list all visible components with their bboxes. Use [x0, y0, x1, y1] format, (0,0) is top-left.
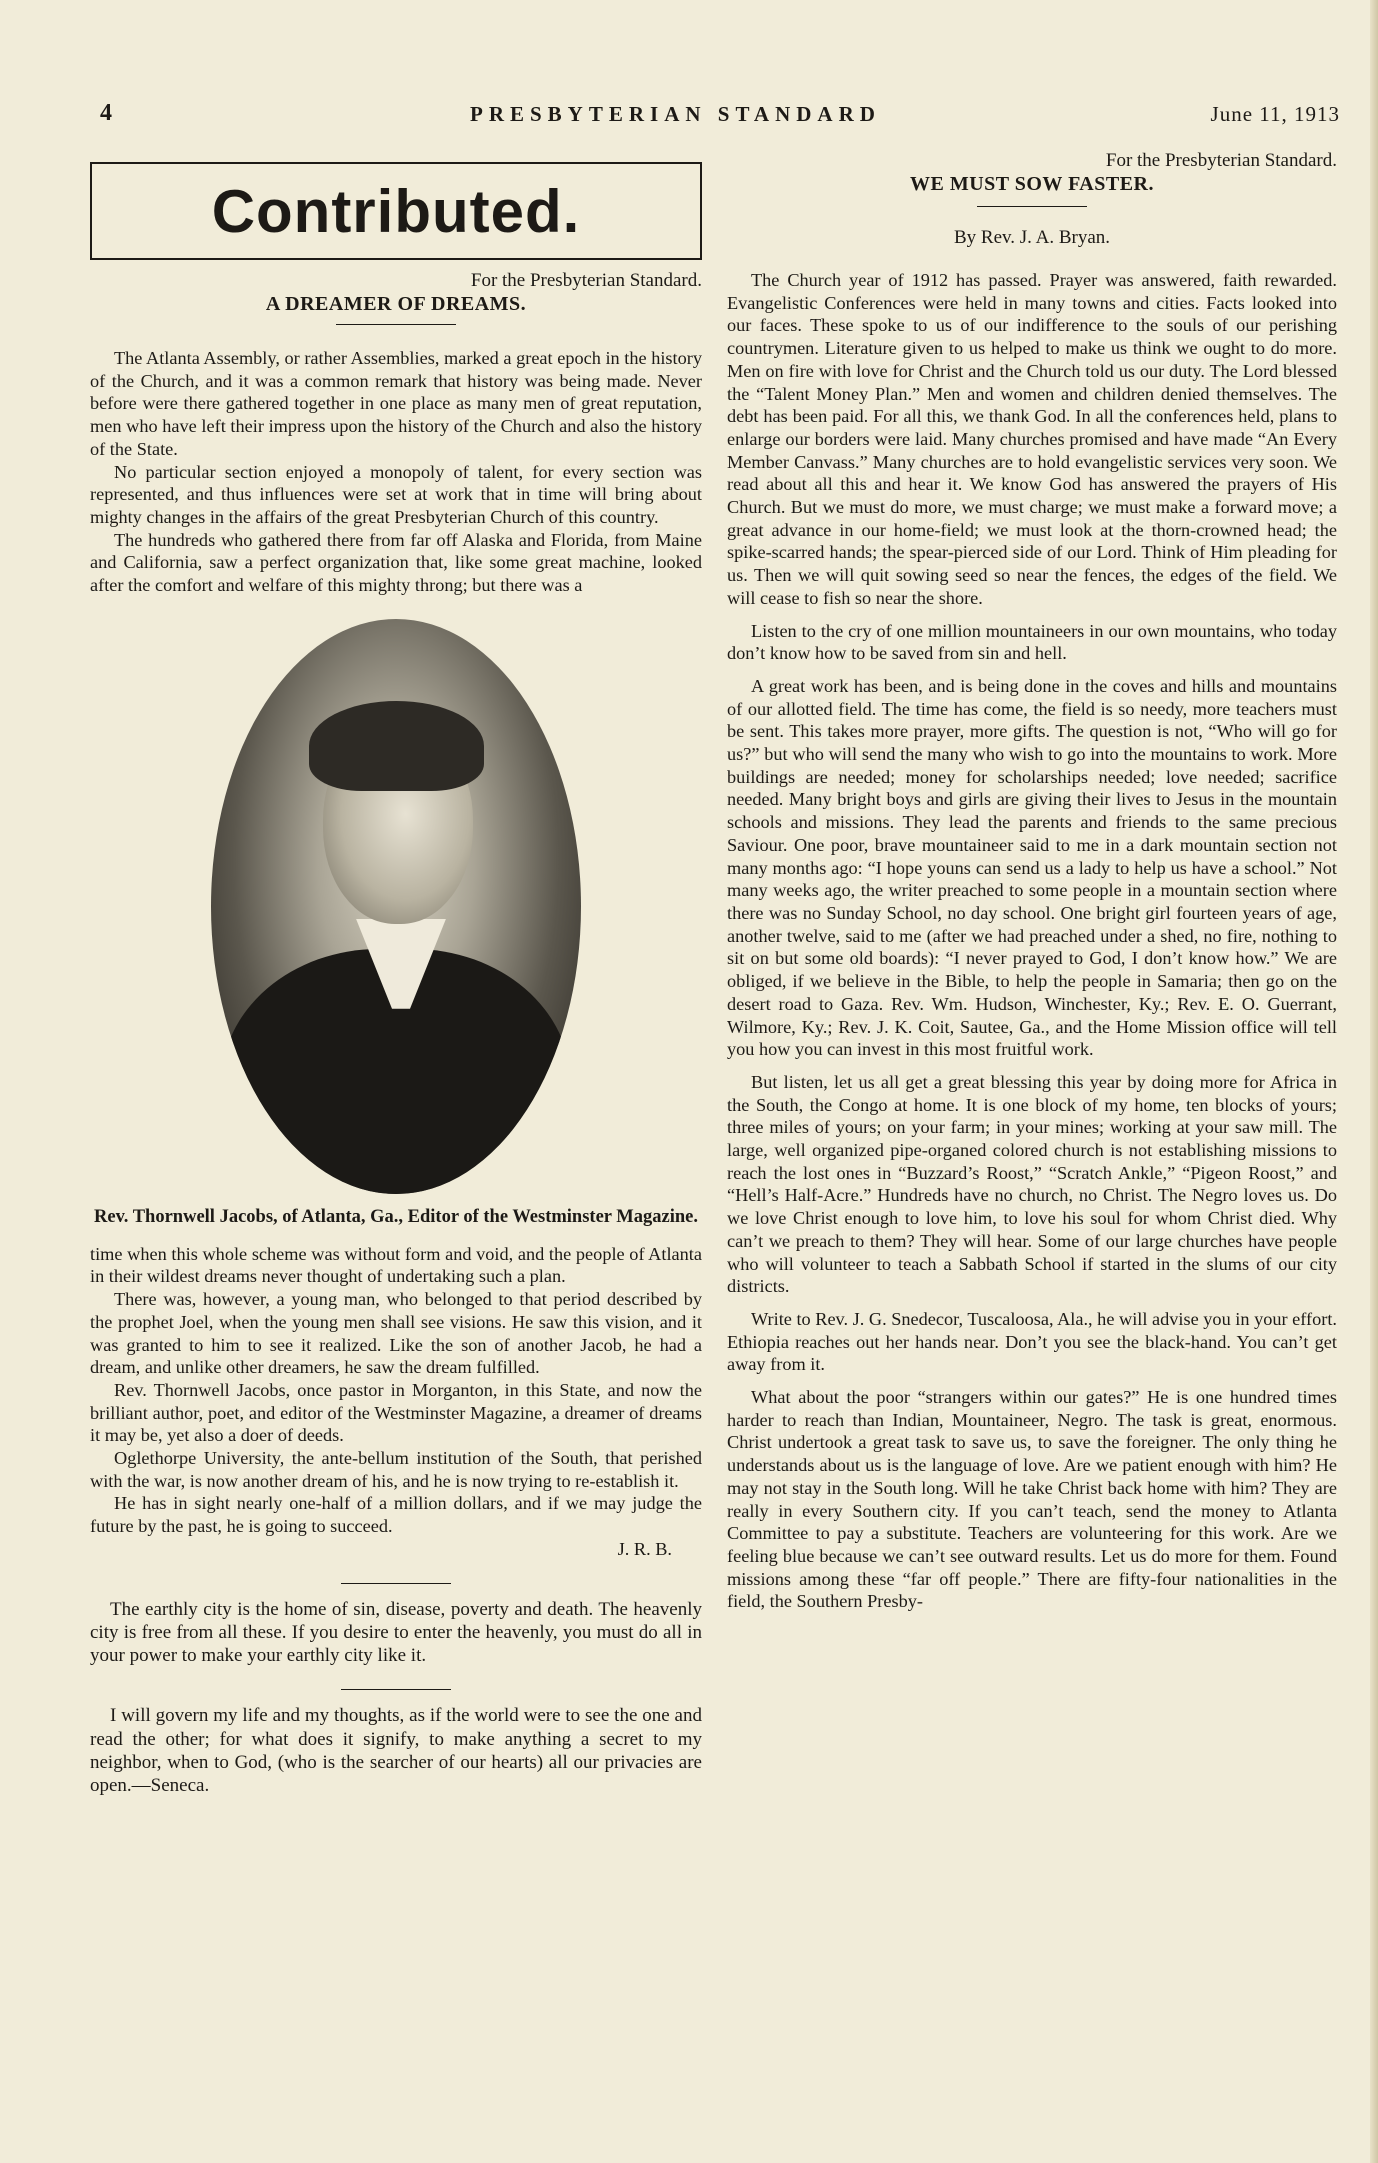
- issue-date: June 11, 1913: [1210, 102, 1340, 126]
- article-headline: WE MUST SOW FASTER.: [909, 173, 1154, 195]
- article-signature: J. R. B.: [617, 1538, 672, 1559]
- publication-title: PRESBYTERIAN STANDARD: [470, 102, 881, 126]
- article-credit: For the Presbyterian Standard.: [470, 270, 702, 291]
- page-number: 4: [100, 100, 112, 126]
- filler-quote: I will govern my life and my thoughts, as if the world were to see the one and read the other; for what does it signify, to make anything a secret to my neighbor, when to God, (who is the searcher of our hearts) all our privacies are open.—Seneca.: [90, 1705, 702, 1797]
- article-paragraph: The Church year of 1912 has passed. Prayer was answered, faith rewarded. Evangelistic Conferences were held in many towns and cities. Facts looked into our faces. These spoke to us of our indifference to the souls of our perishing countrymen. Literature given to us helped to make us think we ought to do more. Men on fire with love for Christ and the Church told us our duty. The Lord blessed the “Talent Money Plan.” Men and women and children denied themselves. The debt has been paid. For all this, we thank God. In all the conferences held, plans to enlarge our borders were laid. Many churches promised and have made “An Every Member Canvass.” Many churches are to hold evangelistic services very soon. We read about all this and hear it. We know God has answered the prayers of His Church. But we must do more, we must charge; we must make a forward move; a great advance in our home-field; we must look at the thorn-crowned head; the spike-scarred hands; the spear-pierced side of our Lord. Think of Him pleading for us. Then we will quit sowing seed so near the fences, the edges of the field. We will cease to fish so near the shore.: [727, 270, 1337, 608]
- filler-quote: The earthly city is the home of sin, disease, poverty and death. The heavenly city is free from all these. If you desire to enter the heavenly, you must do all in your power to make your earthly city like it.: [90, 1598, 702, 1667]
- page-edge: [1370, 0, 1378, 2163]
- right-column: [727, 150, 1337, 1613]
- article-paragraph: A great work has been, and is being done in the coves and hills and mountains of our allotted field. The time has come, the field is so needy, more teachers must be sent. This takes more prayer, more gifts. The question is not, “Who will go for us?” but who will send the many who wish to go into the mountains to work. More buildings are needed; money for scholarships needed; love needed; sacrifice needed. Many bright boys and girls are giving their lives to Jesus in the mountain schools and missions. They lead the parents and friends to the same precious Saviour. One poor, brave mountaineer said to me in a dark mountain section not many months ago: “I hope youns can send us a lady to help us have a school.” Not many weeks ago, the writer preached to some people in a mountain section where there was no Sunday School, no day school. One bright girl fourteen years of age, another twelve, said to me (after we had preached under a shed, no fire, nothing to sit on but some old boards): “I never prayed to God, I don’t know how.” We are obliged, if we believe in the Bible, to help the people in Samaria; then go on the desert road to Gaza. Rev. Wm. Hudson, Winchester, Ky.; Rev. E. O. Guerrant, Wilmore, Ky.; Rev. J. K. Coit, Sautee, Ga., and the Home Mission office will tell you how you can invest in this most fruitful work.: [727, 675, 1337, 1060]
- divider-rule: [341, 1689, 451, 1690]
- article-paragraph: Rev. Thornwell Jacobs, once pastor in Morganton, in this State, and now the brilliant author, poet, and editor of the Westminster Magazine, a dreamer of dreams it may be, yet also a doer of deeds.: [90, 1379, 702, 1446]
- article-credit: For the Presbyterian Standard.: [1105, 150, 1337, 171]
- article-paragraph: The Atlanta Assembly, or rather Assemblies, marked a great epoch in the history of the Church, and it was a common remark that history was being made. Never before were there gathered together in one place as many men of great reputation, men who have left their impress upon the history of the Church and also the history of the State.: [90, 348, 702, 459]
- headline-rule: [336, 324, 456, 325]
- article-paragraph: Write to Rev. J. G. Snedecor, Tuscaloosa, Ala., he will advise you in your effort. Ethiopia reaches out her hands near. Don’t you see the black-hand. You can’t get away from it.: [727, 1308, 1337, 1375]
- portrait-hair: [309, 701, 484, 791]
- portrait-photo: [211, 619, 581, 1194]
- article-paragraph: The hundreds who gathered there from far off Alaska and Florida, from Maine and California, saw a perfect organization that, like some great machine, looked after the comfort and welfare of this mighty throng; but there was a: [90, 529, 702, 596]
- article-byline: By Rev. J. A. Bryan.: [953, 227, 1111, 248]
- article-paragraph: But listen, let us all get a great blessing this year by doing more for Africa in the South, the Congo at home. It is one block of my home, ten blocks of yours; three miles of yours; on your farm; in your mines; working at your saw mill. The large, well organized pipe-organed colored church is not establishing missions to reach the lost ones in “Buzzard’s Roost,” “Scratch Ankle,” “Pigeon Roost,” and “Hell’s Half-Acre.” Hundreds have no church, no Christ. The Negro loves us. Do we love Christ enough to love him, to love his soul for whom Christ died. Why can’t we preach to them? They will hear. Some of our large churches have people who will volunteer to teach a Sabbath School if started in the slums of our city districts.: [727, 1071, 1337, 1297]
- article-headline: A DREAMER OF DREAMS.: [265, 293, 527, 315]
- article-paragraph: There was, however, a young man, who belonged to that period described by the prophet Joel, when the young men shall see visions. He saw this vision, and it was granted to him to see it realized. Like the son of another Jacob, he had a dream, and unlike other dreamers, he saw the dream fulfilled.: [90, 1289, 702, 1378]
- left-column: [90, 150, 702, 1798]
- article-paragraph: He has in sight nearly one-half of a million dollars, and if we may judge the future by the past, he is going to succeed.: [90, 1493, 702, 1537]
- article-paragraph: time when this whole scheme was without form and void, and the people of Atlanta in their wildest dreams never thought of undertaking such a plan.: [90, 1243, 702, 1287]
- section-title: Contributed.: [211, 177, 581, 245]
- article-paragraph: No particular section enjoyed a monopoly of talent, for every section was represented, and thus influences were set at work that in time will bring about mighty changes in the affairs of the great Presbyterian Church of this country.: [90, 461, 702, 527]
- article-paragraph: Listen to the cry of one million mountaineers in our own mountains, who today don’t know how to be saved from sin and hell.: [727, 620, 1337, 664]
- article-paragraph: What about the poor “strangers within our gates?” He is one hundred times harder to reach than Indian, Mountaineer, Negro. The task is great, enormous. Christ undertook a great task to save us, to save the foreigner. The only thing he understands about us is the language of love. Are we patient enough with him? He may not stay in the South long. Will he take Christ back home with him? They are really in every Southern city. If you can’t teach, send the money to Atlanta Committee to pay a substitute. Teachers are volunteering for this work. Are we feeling blue because we can’t see outward results. Let us do more for them. Found missions among these “far off people.” There are fifty-four nationalities in the field, the Southern Presby-: [727, 1387, 1337, 1612]
- article-paragraph: Oglethorpe University, the ante-bellum institution of the South, that perished with the war, is now another dream of his, and he is now trying to re-establish it.: [90, 1448, 702, 1491]
- masthead: [100, 100, 1340, 134]
- divider-rule: [341, 1583, 451, 1584]
- section-title-box: [90, 162, 702, 260]
- headline-rule: [977, 206, 1087, 207]
- portrait-caption: Rev. Thornwell Jacobs, of Atlanta, Ga., Editor of the Westminster Magazine.: [94, 1206, 698, 1227]
